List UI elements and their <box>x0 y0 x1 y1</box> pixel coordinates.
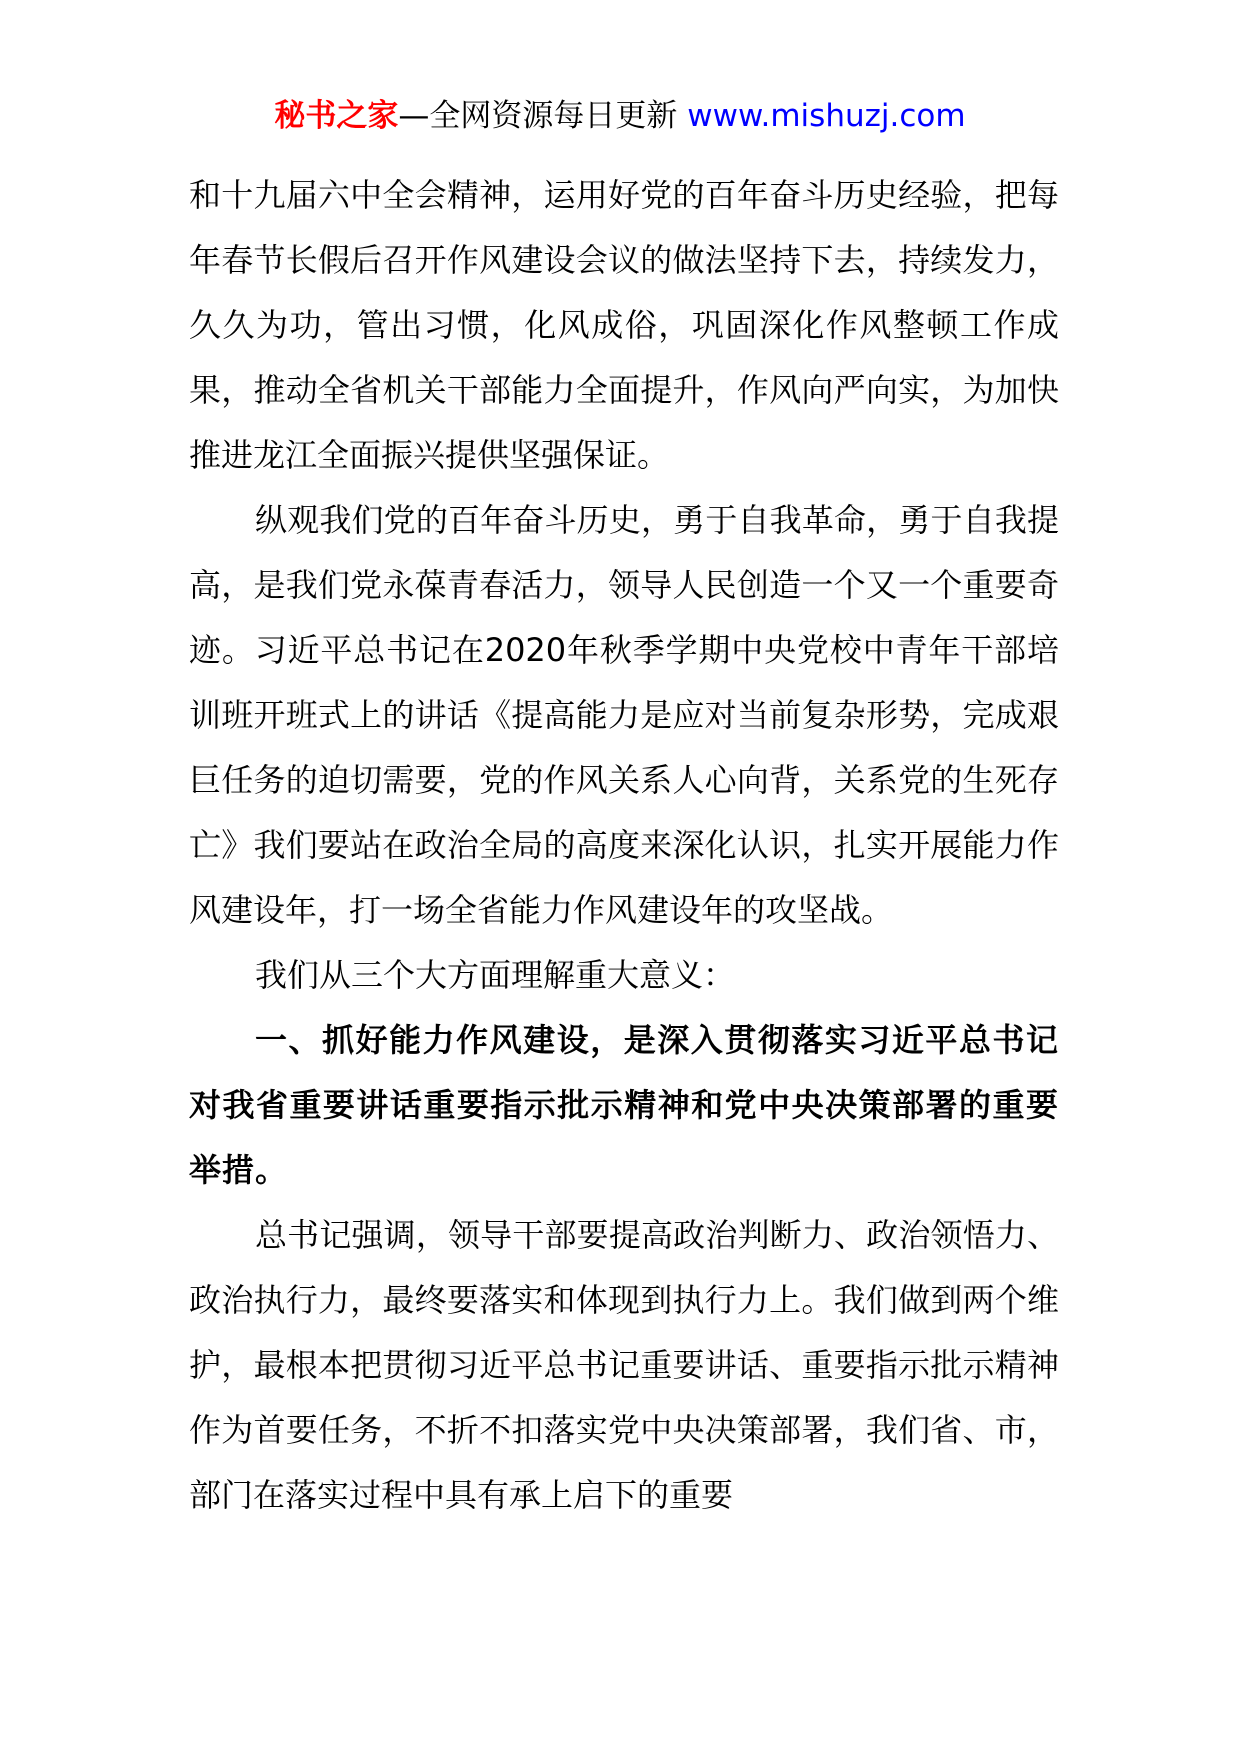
paragraph-3: 我们从三个大方面理解重大意义： <box>255 956 736 994</box>
paragraph-1: 和十九届六中全会精神，运用好党的百年奋斗历史经验，把每年春节长假后召开作风建设会议的做法坚持下去，持续发力，久久为功，管出习惯，化风成俗，巩固深化作风整顿工作成果，推动全省机关干部能力全面提升，作风向严向实，为加快推进龙江全面振兴提供坚强保证。 <box>189 176 1059 474</box>
paragraph-5: 总书记强调，领导干部要提高政治判断力、政治领悟力、政治执行力，最终要落实和体现到执行力上。我们做到两个维护，最根本把贯彻习近平总书记重要讲话、重要指示批示精神作为首要任务，不折不扣落实党中央决策部署，我们省、市，部门在落实过程中具有承上启下的重要 <box>189 1216 1059 1514</box>
document-body <box>189 163 1059 1528</box>
paragraph-2: 纵观我们党的百年奋斗历史，勇于自我革命，勇于自我提高，是我们党永葆青春活力，领导人民创造一个又一个重要奇迹。习近平总书记在2020年秋季学期中央党校中青年干部培训班开班式上的讲话《提高能力是应对当前复杂形势，完成艰巨任务的迫切需要，党的作风关系人心向背，关系党的生死存亡》我们要站在政治全局的高度来深化认识，扎实开展能力作风建设年，打一场全省能力作风建设年的攻坚战。 <box>189 501 1059 929</box>
site-url-link[interactable]: www.mishuzj.com <box>687 98 966 134</box>
site-tagline: —全网资源每日更新 <box>398 98 688 134</box>
site-header <box>0 96 1240 136</box>
site-brand: 秘书之家 <box>274 98 399 134</box>
section-heading-1: 一、抓好能力作风建设，是深入贯彻落实习近平总书记对我省重要讲话重要指示批示精神和党中央决策部署的重要举措。 <box>189 1021 1059 1189</box>
